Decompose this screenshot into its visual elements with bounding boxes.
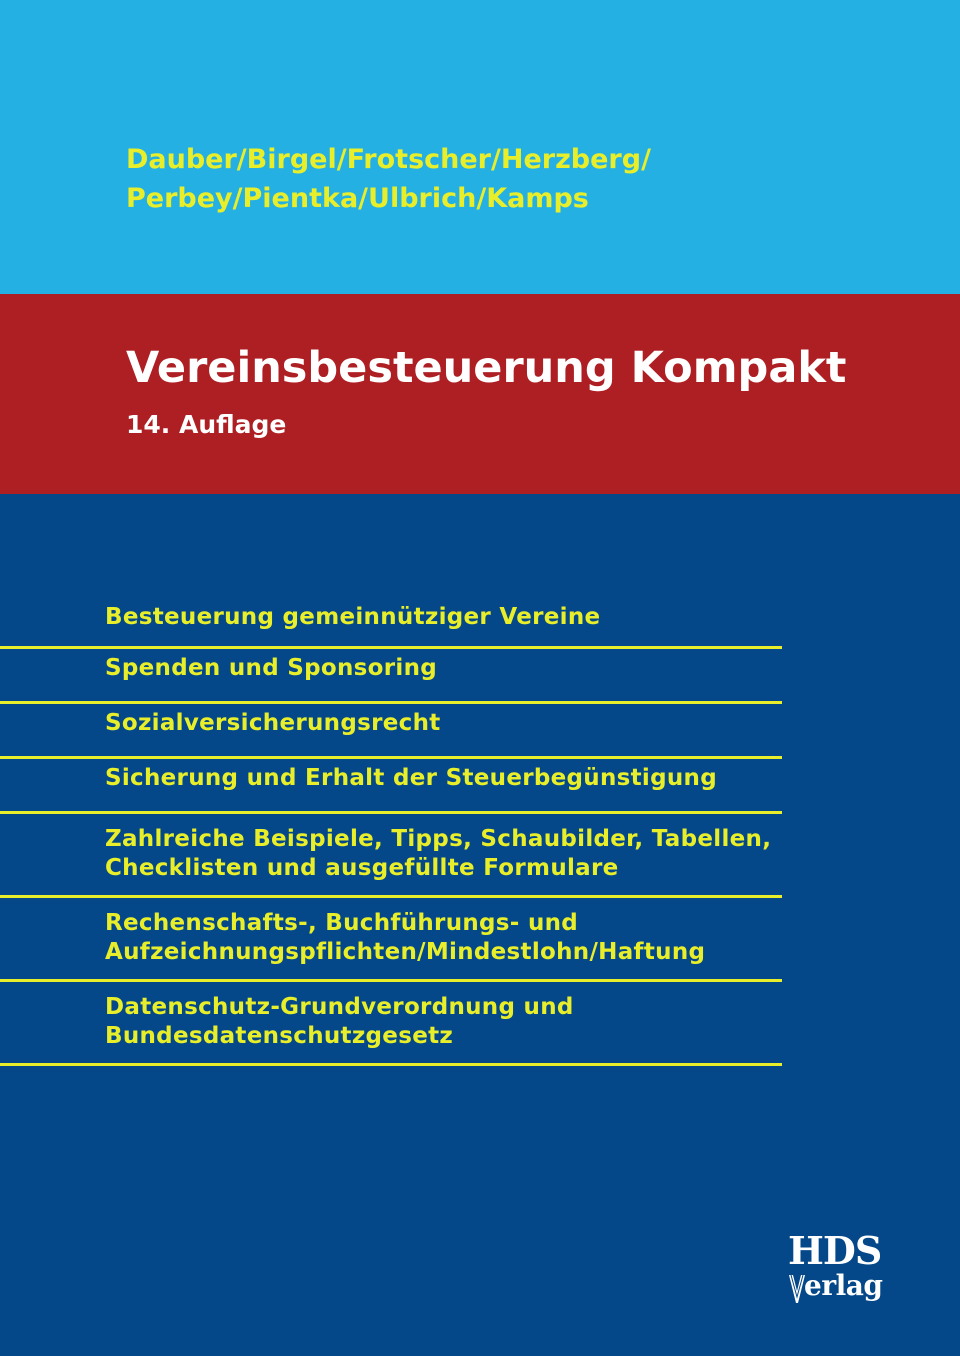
- feature-item: [0, 982, 782, 1066]
- authors-line-2: Perbey/Pientka/Ulbrich/Kamps: [126, 183, 589, 214]
- feature-text: Besteuerung gemeinnütziger Vereine: [105, 604, 601, 630]
- feature-text: Aufzeichnungspflichten/Mindestlohn/Haftung: [105, 939, 706, 965]
- feature-text: Zahlreiche Beispiele, Tipps, Schaubilder, Tabellen,: [105, 826, 772, 852]
- feature-text: Checklisten und ausgefüllte Formulare: [105, 855, 619, 881]
- feature-item: [0, 759, 782, 814]
- feature-text: Datenschutz-Grundverordnung und: [105, 994, 574, 1020]
- feature-item: [0, 898, 782, 982]
- feature-text: Rechenschafts-, Buchführungs- und: [105, 910, 579, 936]
- feature-text: Sozialversicherungsrecht: [105, 710, 441, 736]
- feature-item: [0, 649, 782, 704]
- edition-label: 14. Auflage: [126, 410, 287, 439]
- publisher-logo: [788, 1230, 888, 1310]
- author-names: [126, 140, 651, 218]
- feature-item: [0, 814, 782, 898]
- feature-item: [0, 704, 782, 759]
- logo-verlag-text: erlag: [804, 1269, 883, 1302]
- authors-line-1: Dauber/Birgel/Frotscher/Herzberg/: [126, 144, 651, 175]
- feature-text: Bundesdatenschutzgesetz: [105, 1023, 454, 1049]
- feature-list: [0, 600, 782, 1066]
- feature-text: Spenden und Sponsoring: [105, 655, 438, 681]
- feature-text: Sicherung und Erhalt der Steuerbegünstigung: [105, 765, 717, 791]
- logo-hds-text: HDS: [788, 1228, 882, 1273]
- book-title: Vereinsbesteuerung Kompakt: [126, 343, 847, 393]
- feature-item: [0, 600, 782, 649]
